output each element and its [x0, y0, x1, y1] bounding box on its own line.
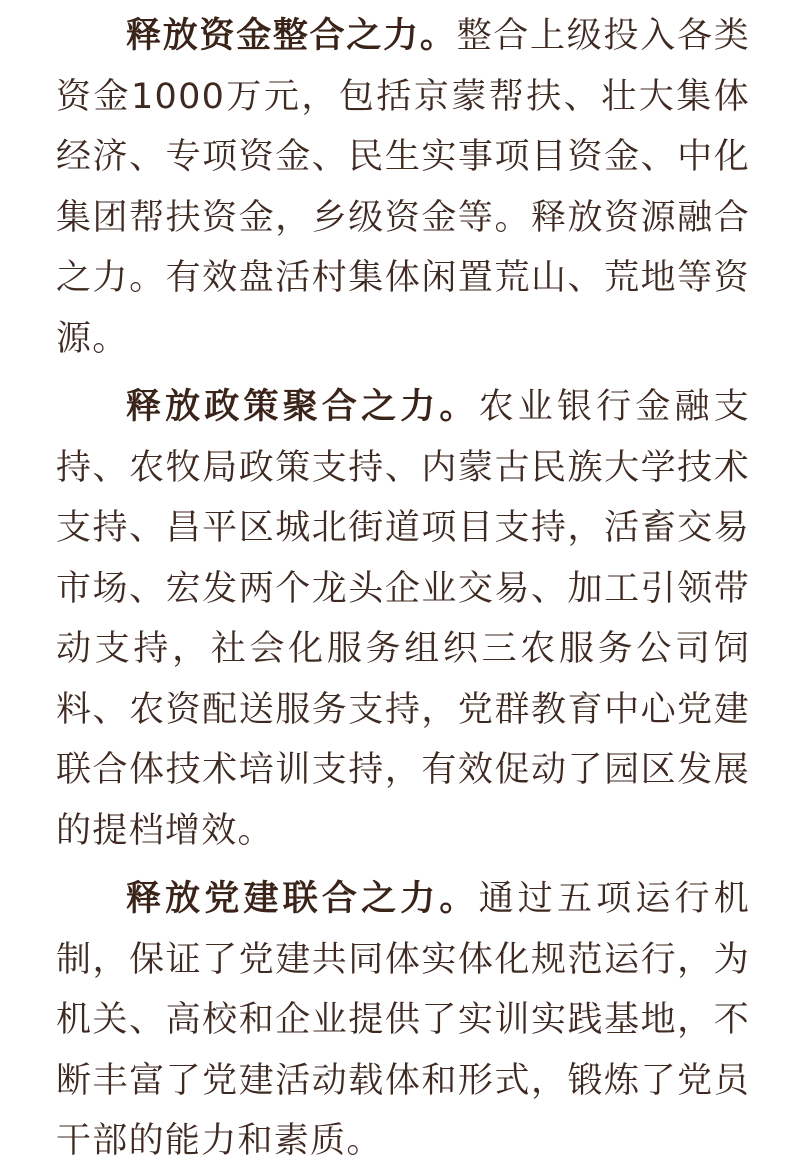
paragraph-lead: 释放党建联合之力。	[126, 879, 479, 919]
paragraph-policy-aggregation	[56, 377, 750, 861]
paragraph-lead: 释放资金整合之力。	[126, 16, 457, 56]
paragraph-party-alliance	[56, 869, 750, 1172]
paragraph-text: 农业银行金融支持、农牧局政策支持、内蒙古民族大学技术支持、昌平区城北街道项目支持，活畜交易市场、宏发两个龙头企业交易、加工引领带动支持，社会化服务组织三农服务公司饲料、农资配送服务支持，党群教育中心党建联合体技术培训支持，有效促动了园区发展的提档增效。	[56, 387, 751, 851]
paragraph-funds-integration	[56, 6, 750, 369]
paragraph-text: 整合上级投入各类资金1000万元，包括京蒙帮扶、壮大集体经济、专项资金、民生实事项目资金、中化集团帮扶资金，乡级资金等。释放资源融合之力。有效盘活村集体闲置荒山、荒地等资源。	[56, 16, 750, 359]
paragraph-text: 通过五项运行机制，保证了党建共同体实体化规范运行，为机关、高校和企业提供了实训实践基地，不断丰富了党建活动载体和形式，锻炼了党员干部的能力和素质。	[56, 879, 751, 1161]
paragraph-lead: 释放政策聚合之力。	[126, 387, 479, 427]
